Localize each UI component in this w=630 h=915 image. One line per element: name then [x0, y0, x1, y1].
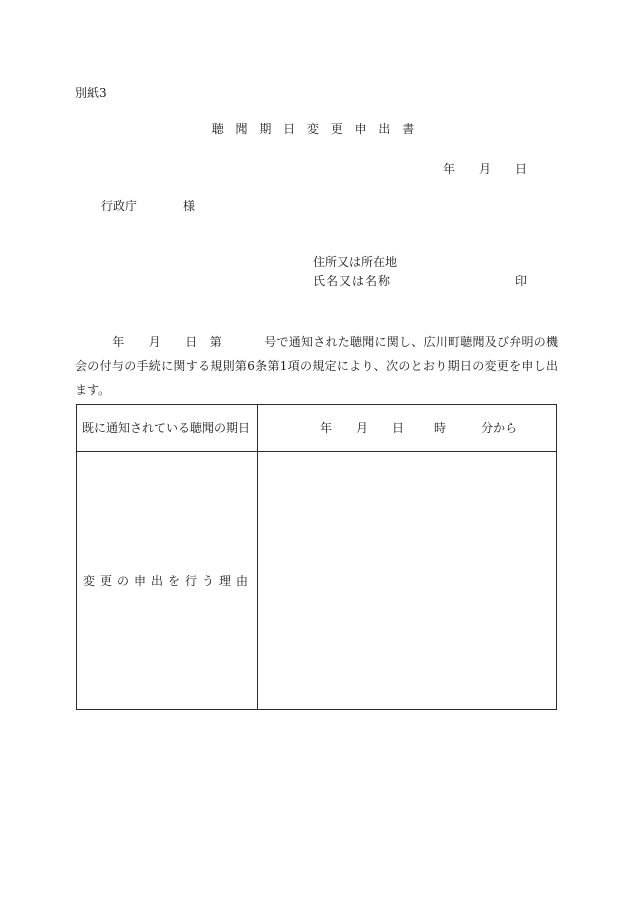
current-date-hour: 時	[434, 421, 447, 435]
current-date-label: 既に通知されている聴聞の期日	[82, 421, 251, 435]
current-date-year: 年	[320, 421, 333, 435]
current-date-value[interactable]	[320, 420, 517, 436]
date-month-label: 月	[479, 162, 492, 176]
current-date-month: 月	[356, 421, 369, 435]
form-number-label: 別紙3	[75, 86, 107, 100]
submission-date	[443, 161, 527, 177]
current-date-minute: 分から	[481, 421, 518, 435]
addressee-office: 行政庁	[101, 199, 138, 213]
request-table	[76, 404, 557, 710]
table-column-divider	[257, 405, 258, 709]
change-reason-field[interactable]	[259, 453, 555, 708]
date-year-label: 年	[443, 162, 456, 176]
body-year: 年	[112, 335, 125, 349]
address-label: 住所又は所在地	[313, 255, 398, 269]
addressee	[101, 198, 195, 214]
change-reason-label: 変更の申出を行う理由	[83, 574, 254, 588]
seal-mark-label: 印	[515, 274, 528, 288]
body-month: 月	[148, 335, 161, 349]
current-date-day: 日	[392, 421, 405, 435]
document-title: 聴 聞 期 日 変 更 申 出 書	[211, 122, 419, 136]
body-day: 日	[185, 335, 198, 349]
body-number-prefix: 第	[209, 335, 222, 349]
name-label: 氏名又は名称	[313, 274, 392, 288]
request-body-text	[75, 330, 558, 402]
addressee-honorific: 様	[183, 199, 196, 213]
body-sentence: 号で通知された聴聞に関し、広川町聴聞及び弁明の機会の付与の手続に関する規則第6条第1項の規定により、次のとおり期日の変更を申し出ます。	[75, 335, 558, 397]
date-day-label: 日	[515, 162, 528, 176]
